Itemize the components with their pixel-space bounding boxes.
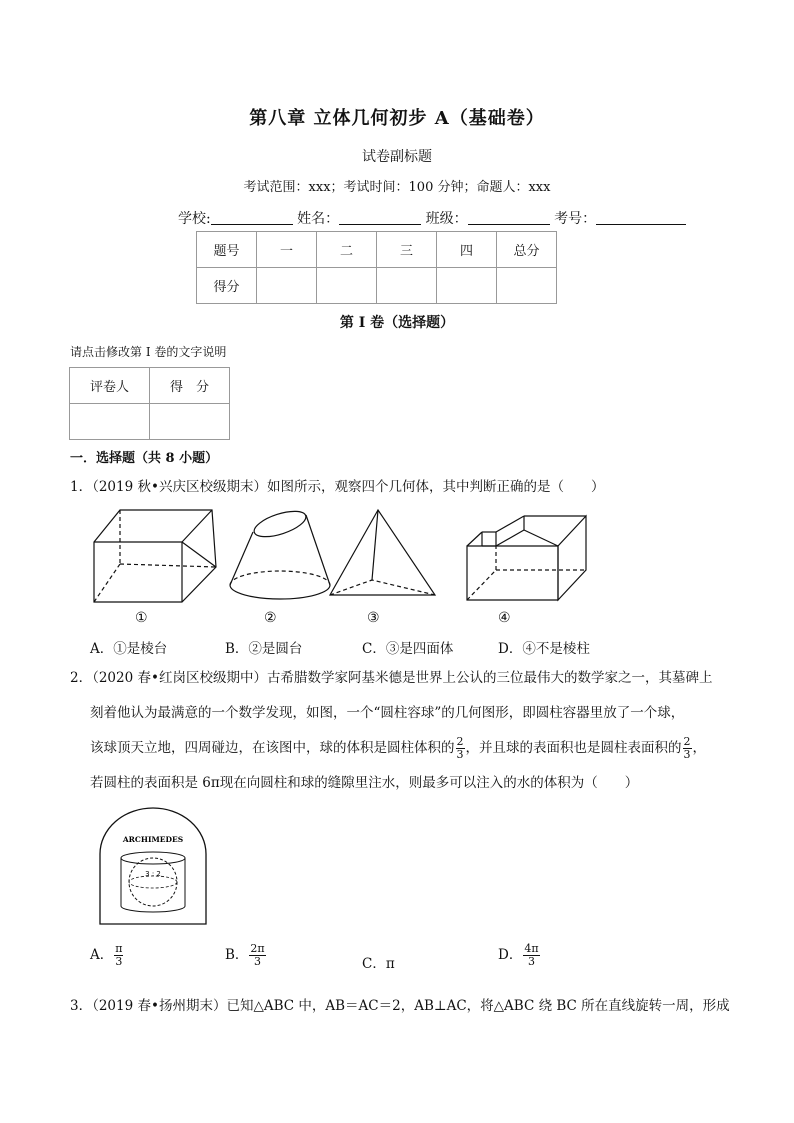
q2-line-3: 该球顶天立地，四周碰边，在该图中，球的体积是圆柱体积的 $\frac{2}{3}$ ，并且球的表面积也是圆柱表面积的 $\frac{2}{3}$ ， [90, 735, 706, 761]
figure-2-label: ② [264, 610, 277, 626]
class-field[interactable] [468, 210, 550, 225]
q2-line-2: 刻着他认为最满意的一个数学发现，如图，一个“圆柱容球”的几何图形，即圆柱容器里放了一个球， [90, 705, 685, 721]
archimedes-tombstone-figure [98, 806, 208, 926]
figure-1-prism [94, 510, 216, 602]
grader-cell[interactable] [70, 404, 150, 440]
grader-score-cell[interactable] [150, 404, 230, 440]
school-label: 学校: [178, 211, 211, 227]
grader-label: 评卷人 [70, 368, 150, 404]
number-label: 考号： [554, 211, 597, 227]
section-title: 第 I 卷（选择题） [339, 315, 455, 331]
q1-stem: 1．（2019 秋•兴庆区校级期末）如图所示，观察四个几何体，其中判断正确的是（ ） [70, 479, 605, 495]
figure-4-label: ④ [498, 610, 511, 626]
q2-line-3-part-b: ，并且球的表面积也是圆柱表面积的 [465, 740, 682, 756]
name-label: 姓名： [297, 211, 340, 227]
figure-2-frustum [230, 506, 330, 599]
score-header-cell: 题号 [197, 232, 257, 268]
page-title: 第八章 立体几何初步 A（基础卷） [249, 108, 545, 129]
figure-1-label: ① [135, 610, 148, 626]
class-label: 班级： [425, 211, 468, 227]
q2-option-b[interactable]: B． $\frac{2\pi}{3}$ [225, 942, 265, 968]
q1-figures [90, 502, 730, 610]
fraction: $\frac{2\pi}{3}$ [250, 942, 265, 968]
q1-option-c[interactable]: C．③是四面体 [362, 641, 454, 657]
score-header-cell: 总分 [497, 232, 557, 268]
part-heading: 一．选择题（共 8 小题） [70, 451, 219, 466]
archimedes-label: ARCHIMEDES [122, 835, 184, 844]
score-header-cell: 二 [317, 232, 377, 268]
score-header-cell: 一 [257, 232, 317, 268]
score-row-label: 得分 [197, 268, 257, 304]
fraction-two-thirds: $\frac{2}{3}$ [456, 735, 464, 761]
score-cell[interactable] [437, 268, 497, 304]
q2-line-4: 若圆柱的表面积是 6π现在向圆柱和球的缝隙里注水，则最多可以注入的水的体积为（ ） [90, 775, 639, 791]
grader-table [69, 367, 230, 440]
q1-option-d[interactable]: D．④不是棱柱 [498, 641, 590, 657]
fraction: $\frac{\pi}{3}$ [115, 942, 123, 968]
q2-option-d[interactable]: D． $\frac{4\pi}{3}$ [498, 942, 539, 968]
q1-option-b[interactable]: B．②是圆台 [225, 641, 303, 657]
score-cell[interactable] [497, 268, 557, 304]
q2-option-a[interactable]: A． $\frac{\pi}{3}$ [90, 942, 123, 968]
score-table-score-row [197, 268, 557, 304]
fraction-two-thirds: $\frac{2}{3}$ [683, 735, 691, 761]
student-info-line [178, 208, 686, 228]
figure-3-label: ③ [367, 610, 380, 626]
score-table-header-row [197, 232, 557, 268]
score-header-cell: 四 [437, 232, 497, 268]
figure-3-tetrahedron [330, 510, 435, 595]
grader-score-label: 得 分 [150, 368, 230, 404]
ratio-label: 3 : 2 [145, 870, 161, 878]
fraction: $\frac{4\pi}{3}$ [524, 942, 539, 968]
number-field[interactable] [596, 210, 686, 225]
figure-4-box [467, 516, 586, 600]
score-cell[interactable] [257, 268, 317, 304]
score-header-cell: 三 [377, 232, 437, 268]
q2-option-c[interactable]: C．π [362, 956, 395, 972]
q3-stem: 3．（2019 春•扬州期末）已知△ABC 中，AB＝AC＝2，AB⊥AC，将△ABC 绕 BC 所在直线旋转一周，形成 [70, 998, 730, 1014]
section-note[interactable]: 请点击修改第 I 卷的文字说明 [70, 345, 227, 359]
q1-option-a[interactable]: A．①是棱台 [90, 641, 168, 657]
school-field[interactable] [211, 210, 293, 225]
score-cell[interactable] [377, 268, 437, 304]
exam-meta: 考试范围：xxx；考试时间：100 分钟；命题人：xxx [243, 180, 551, 195]
score-table [196, 231, 557, 304]
q2-line-1: 2．（2020 春•红岗区校级期中）古希腊数学家阿基米德是世界上公认的三位最伟大的数学家之一，其墓碑上 [70, 670, 713, 686]
score-cell[interactable] [317, 268, 377, 304]
q2-line-3-part-a: 该球顶天立地，四周碰边，在该图中，球的体积是圆柱体积的 [90, 740, 455, 756]
page-subtitle: 试卷副标题 [362, 149, 432, 165]
name-field[interactable] [339, 210, 421, 225]
